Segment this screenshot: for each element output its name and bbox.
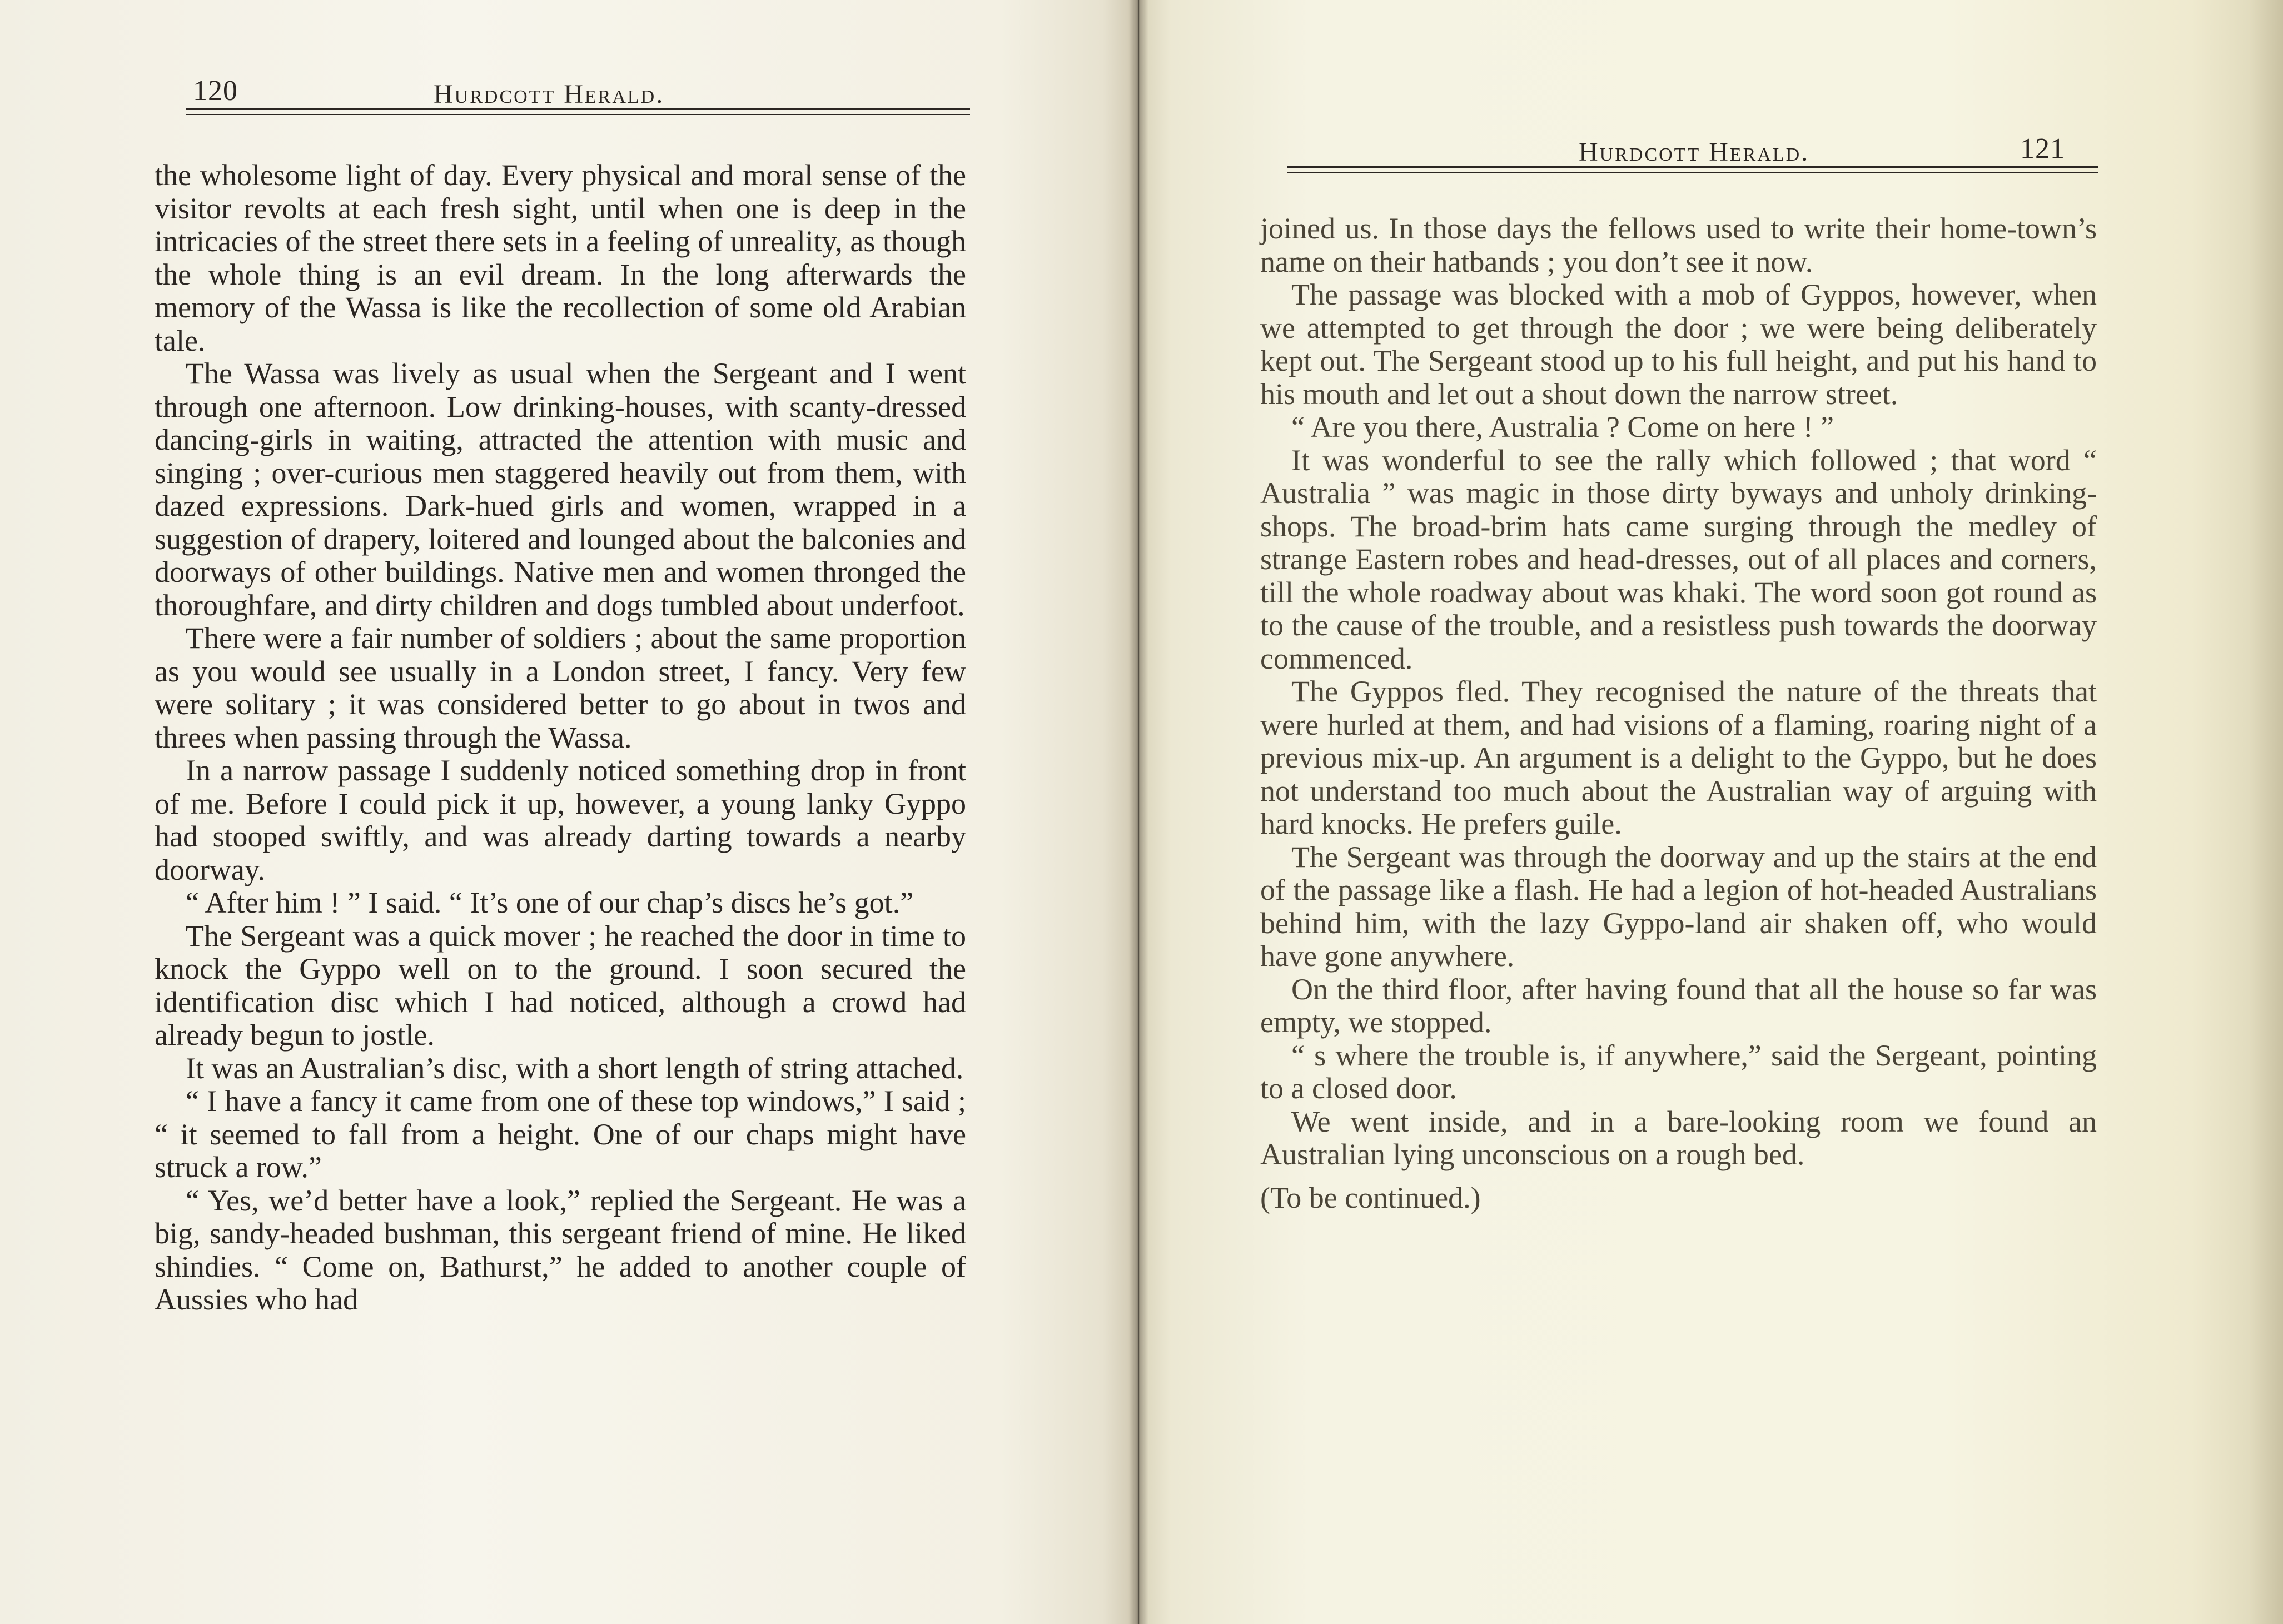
paragraph: the wholesome light of day. Every physical and moral sense of the visitor revolts at each fresh sight, until when one is deep in the intricacies of the street there sets in a feeling of unreality, as though the whole thing is an evil dream. In the long afterwards the memory of the Wassa is like the recollection of some old Arabian tale. bbox=[155, 158, 966, 357]
paragraph: On the third floor, after having found that all the house so far was empty, we stopped. bbox=[1260, 972, 2097, 1039]
paragraph: “ After him ! ” I said. “ It’s one of our chap’s discs he’s got.” bbox=[186, 886, 914, 919]
paragraph: In a narrow passage I suddenly noticed something drop in front of me. Before I could pick it up, however, a young lanky Gyppo had stooped swiftly, and was already darting towards a nearby doorway. bbox=[155, 754, 966, 886]
paragraph: It was wonderful to see the rally which followed ; that word “ Australia ” was magic in those dirty byways and unholy drinking-shops. The broad-brim hats came surging through the medley of strange Eastern robes and head-dresses, out of all places and corners, till the whole roadway about was khaki. The word soon got round as to the cause of the trouble, and a resistless push towards the doorway commenced. bbox=[1260, 443, 2097, 675]
paragraph: joined us. In those days the fellows used to write their home-town’s name on their hatbands ; you don’t see it now. bbox=[1260, 212, 2097, 278]
to-be-continued-note: (To be continued.) bbox=[1260, 1180, 1481, 1214]
paragraph: The Gyppos fled. They recognised the nature of the threats that were hurled at them, and had visions of a flaming, roaring night of a previous mix-up. An argument is a delight to the Gyppo, but he does not understand too much about the Australian way of arguing with hard knocks. He prefers guile. bbox=[1260, 675, 2097, 840]
paragraph: We went inside, and in a bare-looking room we found an Australian lying unconscious on a rough bed. bbox=[1260, 1104, 2097, 1171]
right-page-number: 121 bbox=[2020, 133, 2065, 165]
paragraph: There were a fair number of soldiers ; about the same proportion as you would see usually in a London street, I fancy. Very few were solitary ; it was considered better to go about in twos and threes when passing through the Wassa. bbox=[155, 621, 966, 754]
paragraph: The Sergeant was a quick mover ; he reached the door in time to knock the Gyppo well on to the ground. I soon secured the identification disc which I had noticed, although a crowd had already begun to jostle. bbox=[155, 919, 966, 1052]
right-page bbox=[1137, 0, 2283, 1624]
book-spine-gutter bbox=[1128, 0, 1148, 1624]
right-text-column bbox=[1260, 212, 2097, 1214]
left-running-title: Hurdcott Herald. bbox=[434, 79, 665, 109]
paragraph: “ s where the trouble is, if anywhere,” said the Sergeant, pointing to a closed door. bbox=[1260, 1038, 2097, 1105]
right-running-head bbox=[1287, 129, 2098, 168]
paragraph: The passage was blocked with a mob of Gyppos, however, when we attempted to get through the door ; we were being deliberately kept out. The Sergeant stood up to his full height, and put his hand to his mouth and let out a shout down the narrow street. bbox=[1260, 278, 2097, 411]
paragraph: The Sergeant was through the doorway and up the stairs at the end of the passage like a flash. He had a legion of hot-headed Australians behind him, with the lazy Gyppo-land air shaken off, who would have gone anywhere. bbox=[1260, 840, 2097, 973]
left-page-number: 120 bbox=[193, 75, 238, 107]
paragraph: “ Yes, we’d better have a look,” replied the Sergeant. He was a big, sandy-headed bushman, this sergeant friend of mine. He liked shindies. “ Come on, Bathurst,” he added to another couple of Aussies who had bbox=[155, 1183, 966, 1316]
paragraph: “ Are you there, Australia ? Come on here ! ” bbox=[1291, 410, 1834, 444]
paragraph: “ I have a fancy it came from one of these top windows,” I said ; “ it seemed to fall from a height. One of our chaps might have struck a row.” bbox=[155, 1084, 966, 1184]
left-text-column bbox=[155, 159, 966, 1317]
left-page bbox=[0, 0, 1137, 1624]
right-running-title: Hurdcott Herald. bbox=[1579, 137, 1810, 167]
paragraph: It was an Australian’s disc, with a short length of string attached. bbox=[186, 1051, 964, 1085]
paragraph: The Wassa was lively as usual when the Sergeant and I went through one afternoon. Low drinking-houses, with scanty-dressed dancing-girls in waiting, attracted the attention with music and singing ; over-curious men staggered heavily out from them, with dazed expressions. Dark-hued girls and women, wrapped in a suggestion of drapery, loitered and lounged about the balconies and doorways of other buildings. Native men and women thronged the thoroughfare, and dirty children and dogs tumbled about underfoot. bbox=[155, 357, 966, 622]
left-running-head bbox=[186, 71, 970, 110]
